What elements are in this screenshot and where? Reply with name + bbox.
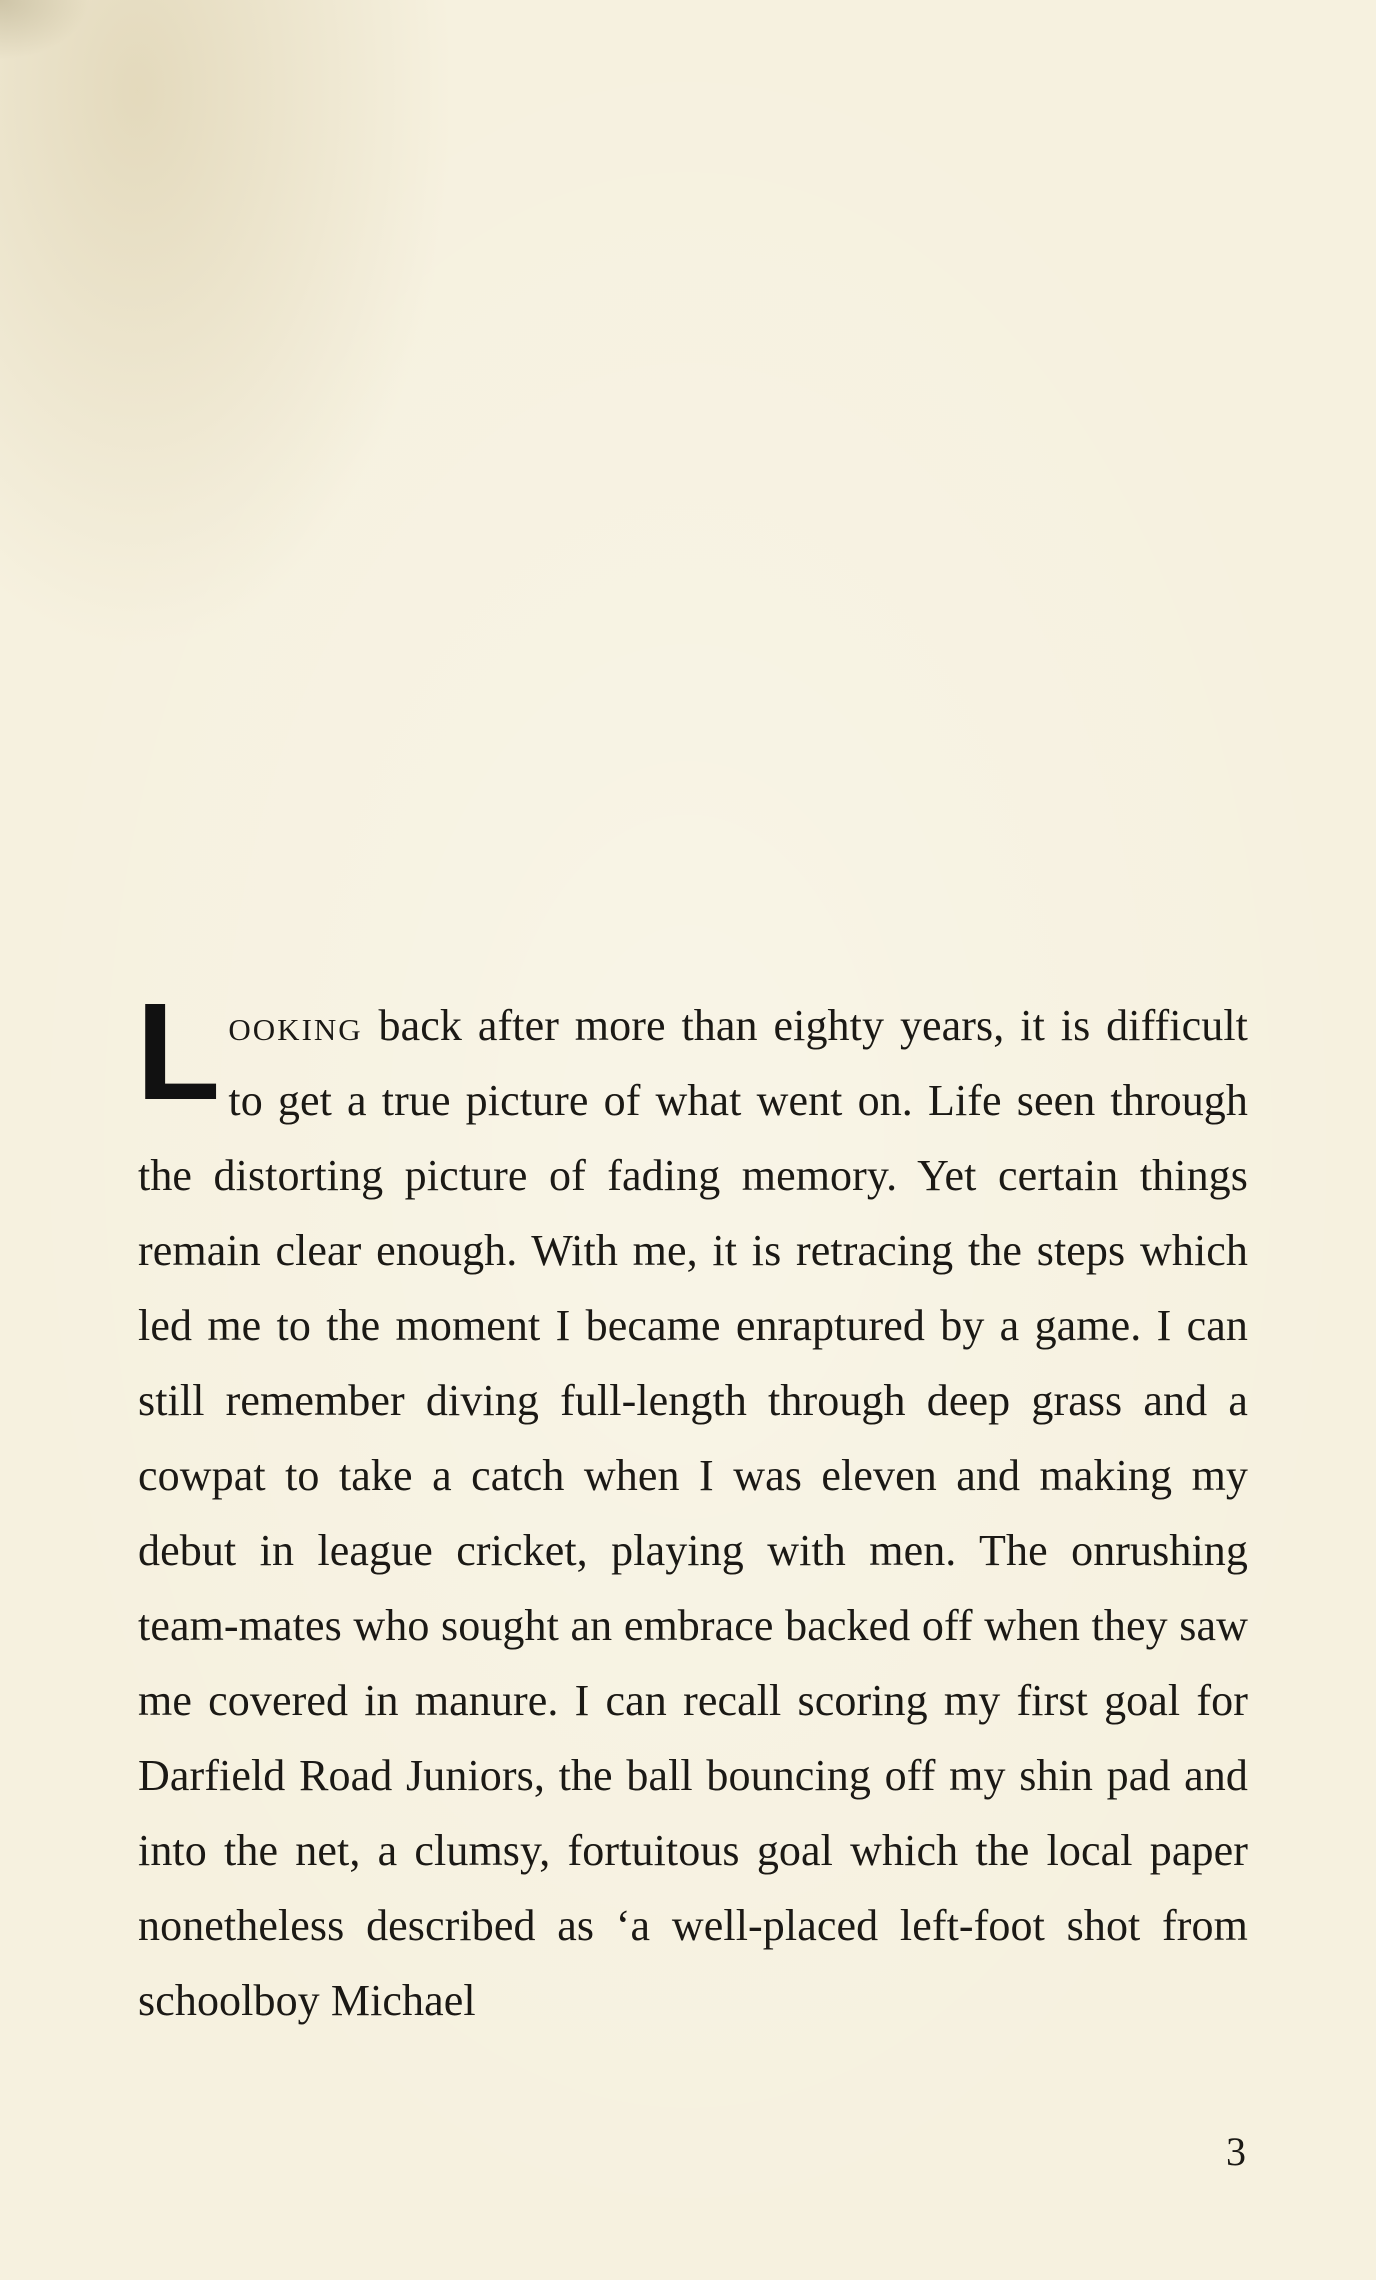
opening-word-small-caps: ooking <box>228 1001 363 1050</box>
drop-cap-letter: L <box>136 975 221 1129</box>
page-corner-shadow <box>0 0 90 60</box>
paragraph-text: back after more than eighty years, it is difficult to get a true picture of what went on. Life seen through the distorting picture of fading memory. Yet certain things remain clear enough. With me, it is retracing the steps which led me to the moment I became enraptured by a game. I can still remember diving full-length through deep grass and a cowpat to take a catch when I was eleven and making my debut in league cricket, playing with men. The onrushing team-mates who sought an embrace backed off when they saw me covered in manure. I can recall scoring my first goal for Darfield Road Juniors, the ball bouncing off my shin pad and into the net, a clumsy, fortuitous goal which the local paper nonetheless described as ‘a well-placed left-foot shot from schoolboy Michael <box>138 1001 1248 2025</box>
body-paragraph <box>136 975 1248 2038</box>
page-number: 3 <box>1226 2129 1246 2174</box>
